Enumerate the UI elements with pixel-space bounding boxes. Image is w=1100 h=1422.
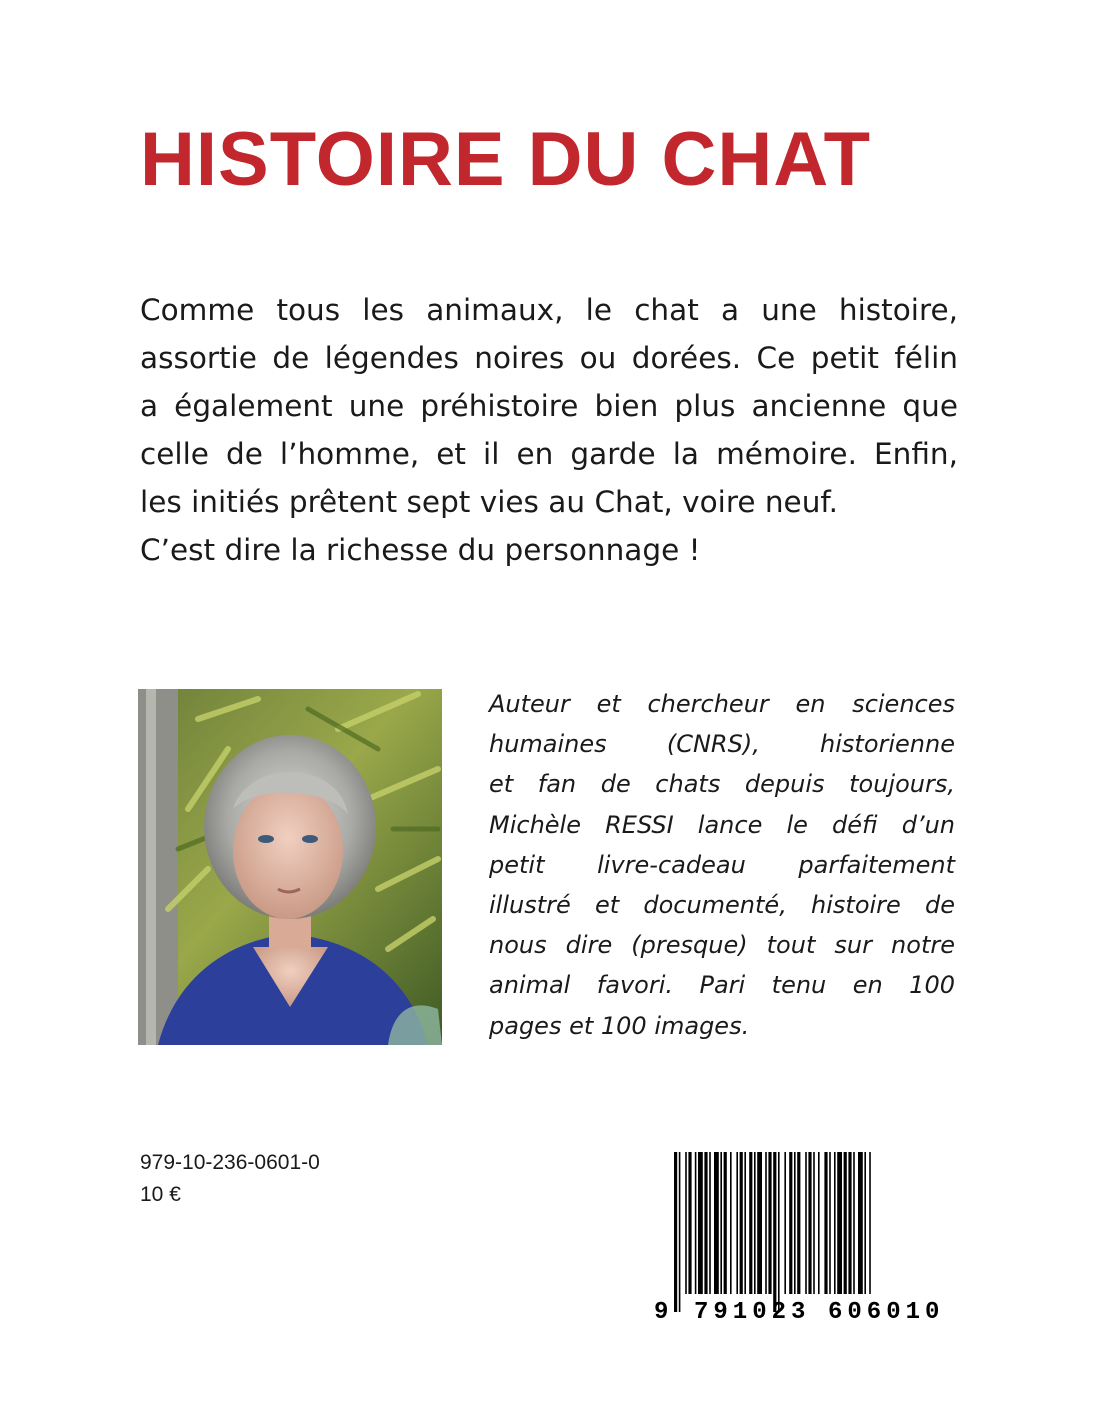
- bio-line: et fan de chats depuis toujours,: [489, 770, 955, 799]
- bio-line: petit livre-cadeau parfaitement: [489, 850, 955, 879]
- isbn-number: 979-10-236-0601-0: [140, 1151, 320, 1174]
- barcode-bar: [834, 1152, 836, 1294]
- barcode-bar: [829, 1152, 831, 1294]
- barcode-bar: [740, 1152, 743, 1294]
- barcode-bar: [789, 1152, 792, 1294]
- barcode-bar: [730, 1152, 732, 1294]
- author-photo: [138, 689, 442, 1045]
- blurb-line: assortie de légendes noires ou dorées. Ce petit félin: [140, 341, 958, 375]
- barcode-graphic: [644, 1148, 960, 1324]
- barcode-bar: [695, 1152, 697, 1294]
- barcode-bar: [698, 1152, 703, 1294]
- barcode-bar: [784, 1152, 786, 1294]
- barcode-bar: [813, 1152, 815, 1294]
- bio-line: Michèle RESSI lance le défi d’un: [489, 810, 955, 839]
- blurb-line: les initiés prêtent sept vies au Chat, voire neuf.: [140, 485, 839, 519]
- barcode-bar: [736, 1152, 738, 1294]
- barcode-bar: [844, 1152, 847, 1294]
- barcode-bar: [808, 1152, 811, 1294]
- barcode-bar: [768, 1152, 771, 1294]
- barcode-bar: [848, 1152, 851, 1294]
- barcode-bar: [794, 1152, 796, 1294]
- barcode-bar: [679, 1152, 681, 1312]
- barcode-bar: [797, 1152, 800, 1294]
- barcode-bar: [853, 1152, 855, 1294]
- barcode-digit-lead: 9: [654, 1299, 669, 1324]
- barcode-bar: [824, 1152, 827, 1294]
- author-photo-image: [138, 689, 442, 1045]
- barcode: [644, 1148, 960, 1324]
- barcode-bar: [754, 1152, 756, 1294]
- barcode-bar: [749, 1152, 752, 1294]
- barcode-bar: [744, 1152, 746, 1294]
- barcode-bar: [720, 1152, 722, 1294]
- blurb-line: celle de l’homme, et il en garde la mémoire. Enfin,: [140, 437, 958, 471]
- barcode-bar: [864, 1152, 866, 1294]
- barcode-bar: [818, 1152, 820, 1294]
- barcode-bar: [688, 1152, 691, 1294]
- barcode-bar: [778, 1152, 780, 1312]
- bio-line: Auteur et chercheur en sciences: [489, 690, 955, 718]
- barcode-digits-right: 606010: [828, 1299, 945, 1324]
- bio-line: humaines (CNRS), historienne: [489, 730, 955, 759]
- barcode-bar: [805, 1152, 807, 1294]
- barcode-bar: [704, 1152, 707, 1294]
- barcode-bar: [757, 1152, 762, 1294]
- barcode-bar: [674, 1152, 677, 1312]
- bio-line: nous dire (presque) tout sur notre: [489, 931, 955, 960]
- blurb-line: Comme tous les animaux, le chat a une histoire,: [140, 293, 958, 327]
- back-cover-blurb: [140, 286, 958, 574]
- barcode-bar: [869, 1152, 871, 1294]
- barcode-bar: [714, 1152, 719, 1294]
- bio-line: pages et 100 images.: [489, 1011, 750, 1040]
- barcode-bar: [773, 1152, 776, 1312]
- author-bio: [489, 684, 955, 1046]
- barcode-digits-left: 791023: [694, 1299, 811, 1324]
- barcode-bar: [685, 1152, 687, 1294]
- barcode-bar: [724, 1152, 727, 1294]
- price-label: 10 €: [140, 1183, 181, 1206]
- book-title: HISTOIRE DU CHAT: [140, 117, 871, 202]
- bio-line: animal favori. Pari tenu en 100: [489, 971, 955, 1000]
- barcode-bar: [858, 1152, 863, 1294]
- barcode-bar: [837, 1152, 842, 1294]
- barcode-bar: [765, 1152, 767, 1294]
- blurb-line: a également une préhistoire bien plus ancienne que: [140, 389, 958, 423]
- blurb-line: C’est dire la richesse du personnage !: [140, 533, 701, 567]
- barcode-bar: [709, 1152, 711, 1294]
- bio-line: illustré et documenté, histoire de: [489, 891, 955, 920]
